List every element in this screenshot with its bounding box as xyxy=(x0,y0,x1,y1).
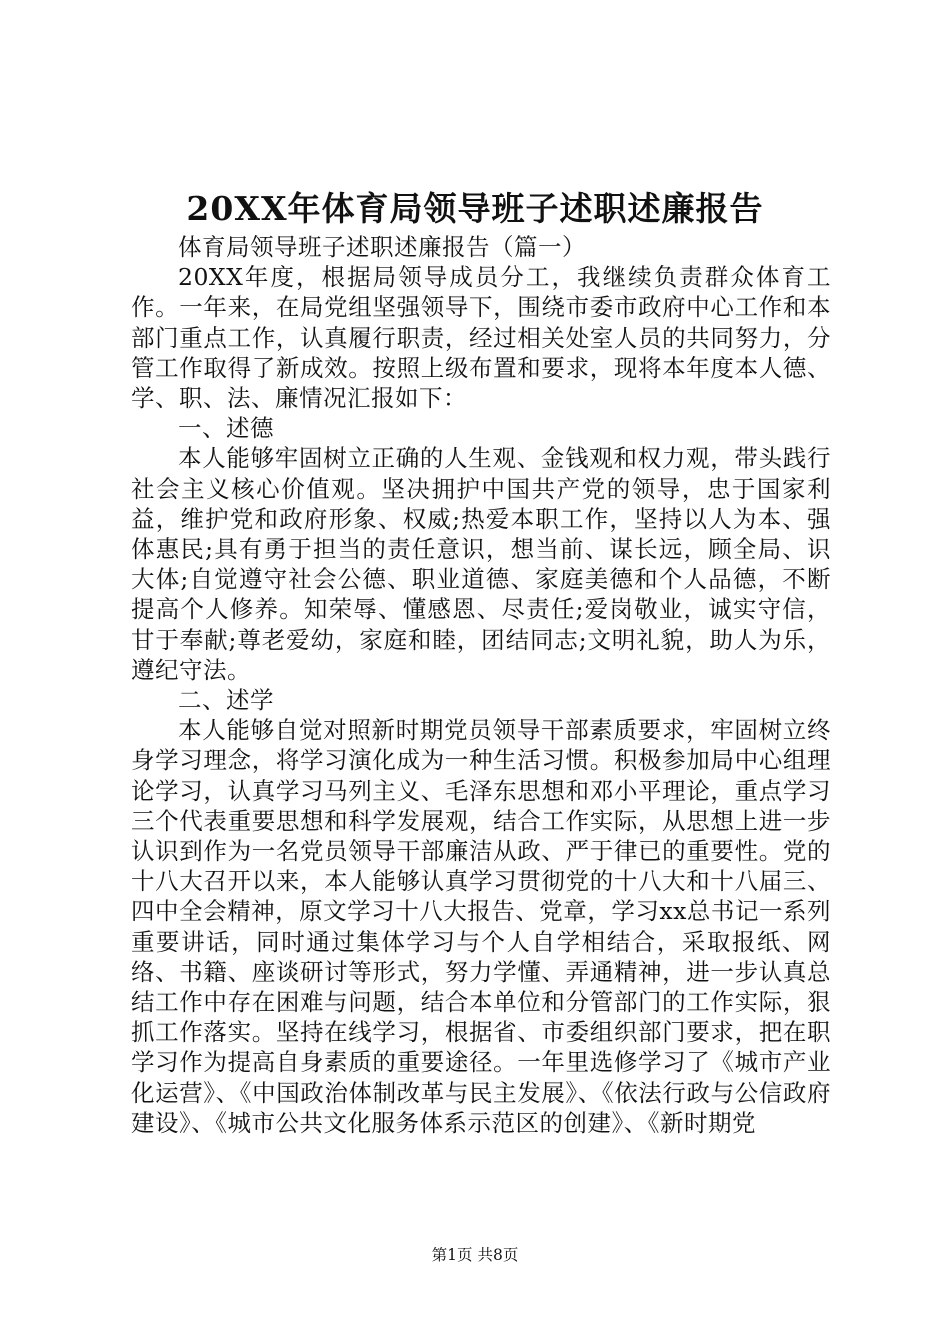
section-subtitle: 体育局领导班子述职述廉报告（篇一） xyxy=(178,233,586,261)
document-body xyxy=(131,232,831,1138)
study-paragraph: 本人能够自觉对照新时期党员领导干部素质要求，牢固树立终身学习理念，将学习演化成为一种生活习惯。积极参加局中心组理论学习，认真学习马列主义、毛泽东思想和邓小平理论，重点学习三个代表重要思想和科学发展观，结合工作实际，从思想上进一步认识到作为一名党员领导干部廉洁从政、严于律已的重要性。党的十八大召开以来，本人能够认真学习贯彻党的十八大和十八届三、四中全会精神，原文学习十八大报告、党章，学习xx总书记一系列重要讲话，同时通过集体学习与个人自学相结合，采取报纸、网络、书籍、座谈研讨等形式，努力学懂、弄通精神，进一步认真总结工作中存在困难与问题，结合本单位和分管部门的工作实际，狠抓工作落实。坚持在线学习，根据省、市委组织部门要求，把在职学习作为提高自身素质的重要途径。一年里选修学习了《城市产业化运营》、《中国政治体制改革与民主发展》、《依法行政与公信政府建设》、《城市公共文化服务体系示范区的创建》、《新时期党 xyxy=(131,716,831,1137)
morality-paragraph: 本人能够牢固树立正确的人生观、金钱观和权力观，带头践行社会主义核心价值观。坚决拥护中国共产党的领导，忠于国家利益，维护党和政府形象、权威;热爱本职工作，坚持以人为本、强体惠民;具有勇于担当的责任意识，想当前、谋长远，顾全局、识大体;自觉遵守社会公德、职业道德、家庭美德和个人品德，不断提高个人修养。知荣辱、懂感恩、尽责任;爱岗敬业，诚实守信，甘于奉献;尊老爱幼，家庭和睦，团结同志;文明礼貌，助人为乐，遵纪守法。 xyxy=(131,444,831,684)
page-footer: 第1页 共8页 xyxy=(431,1246,519,1264)
section-heading-morality: 一、述德 xyxy=(178,414,274,443)
intro-paragraph: 20XX年度，根据局领导成员分工，我继续负责群众体育工作。一年来，在局党组坚强领导下，围绕市委市政府中心工作和本部门重点工作，认真履行职责，经过相关处室人员的共同努力，分管工作取得了新成效。按照上级布置和要求，现将本年度本人德、学、职、法、廉情况汇报如下： xyxy=(131,263,831,413)
section-heading-study: 二、述学 xyxy=(178,686,274,715)
document-title: 20XX年体育局领导班子述职述廉报告 xyxy=(186,189,764,228)
